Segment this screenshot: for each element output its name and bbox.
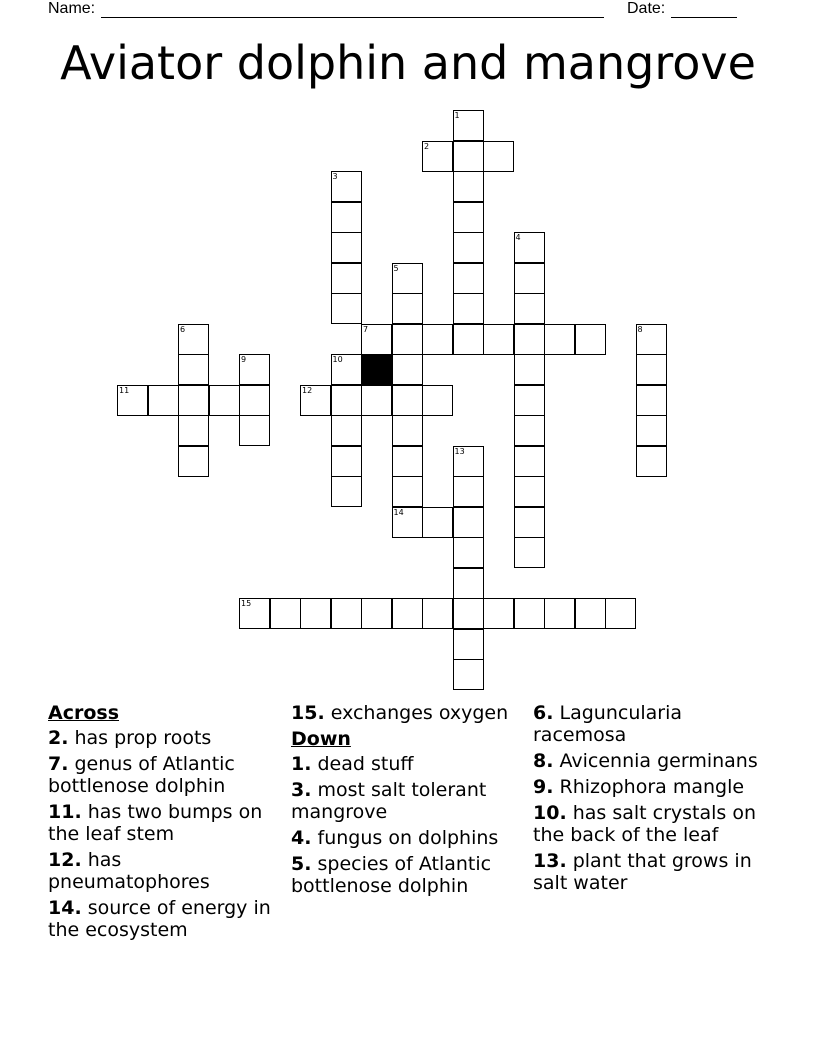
date-label: Date:	[627, 0, 666, 17]
grid-cell[interactable]	[392, 293, 423, 324]
clue-text: source of energy in the ecosystem	[48, 897, 271, 941]
cell-number: 10	[332, 355, 343, 364]
cell-number: 9	[241, 355, 247, 364]
grid-cell[interactable]	[636, 324, 667, 355]
grid-cell[interactable]	[514, 354, 545, 385]
cell-number: 6	[180, 324, 186, 334]
page-title: Aviator dolphin and mangrove	[60, 36, 756, 90]
clue-number: 5.	[291, 853, 312, 875]
clue-item	[533, 850, 778, 894]
grid-cell[interactable]	[178, 354, 209, 385]
grid-cell[interactable]	[392, 324, 423, 355]
grid-cell[interactable]	[209, 385, 240, 416]
cell-number: 2	[424, 141, 430, 151]
grid-cell[interactable]	[636, 385, 667, 416]
cell-number: 11	[119, 385, 130, 395]
grid-cell[interactable]	[453, 598, 484, 629]
grid-cell[interactable]	[453, 324, 484, 355]
grid-cell[interactable]	[514, 598, 545, 629]
clue-text: has prop roots	[74, 727, 212, 749]
clue-item	[533, 702, 778, 746]
grid-cell[interactable]	[514, 263, 545, 294]
grid-cell[interactable]	[453, 110, 484, 141]
grid-cell[interactable]	[544, 598, 575, 629]
cell-number: 1	[454, 111, 460, 120]
grid-cell[interactable]	[331, 171, 362, 202]
grid-cell[interactable]	[331, 415, 362, 446]
clue-number: 13.	[533, 850, 567, 872]
grid-cell[interactable]	[300, 385, 331, 416]
grid-cell[interactable]	[453, 537, 484, 568]
clue-text: exchanges oxygen	[330, 702, 509, 724]
clue-text: has two bumps on the leaf stem	[48, 801, 263, 845]
grid-cell[interactable]	[331, 263, 362, 294]
across-heading: Across	[48, 702, 120, 724]
grid-cell[interactable]	[331, 293, 362, 324]
grid-cell[interactable]	[514, 507, 545, 538]
grid-cell[interactable]	[453, 263, 484, 294]
clue-item	[48, 897, 283, 941]
clue-text: dead stuff	[317, 753, 414, 775]
grid-cell[interactable]	[514, 476, 545, 507]
grid-cell[interactable]	[148, 385, 179, 416]
grid-cell[interactable]	[636, 415, 667, 446]
grid-cell[interactable]	[331, 385, 362, 416]
grid-cell[interactable]	[422, 507, 453, 538]
clues-column-2	[291, 702, 526, 901]
grid-cell[interactable]	[422, 324, 453, 355]
grid-cell[interactable]	[453, 659, 484, 690]
grid-cell[interactable]	[392, 385, 423, 416]
grid-cell[interactable]	[422, 385, 453, 416]
grid-cell[interactable]	[575, 324, 606, 355]
grid-cell[interactable]	[453, 476, 484, 507]
grid-cell[interactable]	[453, 629, 484, 660]
clue-number: 14.	[48, 897, 82, 919]
grid-cell[interactable]	[453, 446, 484, 477]
grid-cell[interactable]	[392, 354, 423, 385]
down-heading: Down	[291, 728, 351, 750]
grid-cell[interactable]	[483, 324, 514, 355]
grid-cell[interactable]	[178, 446, 209, 477]
clue-number: 9.	[533, 776, 554, 798]
grid-cell[interactable]	[117, 385, 148, 416]
clues-column-1	[48, 702, 283, 945]
cell-number: 4	[515, 233, 521, 242]
grid-cell[interactable]	[514, 385, 545, 416]
grid-cell[interactable]	[178, 324, 209, 355]
grid-cell[interactable]	[178, 385, 209, 416]
grid-cell[interactable]	[392, 446, 423, 477]
clue-item	[48, 753, 283, 797]
grid-cell[interactable]	[331, 202, 362, 233]
grid-cell[interactable]	[331, 598, 362, 629]
clue-number: 15.	[291, 702, 325, 724]
clue-text: most salt tolerant mangrove	[291, 779, 487, 823]
grid-cell[interactable]	[514, 293, 545, 324]
grid-cell[interactable]	[239, 598, 270, 629]
clue-item	[291, 779, 526, 823]
clues-column-3	[533, 702, 778, 898]
cell-number: 8	[637, 324, 643, 334]
grid-block	[361, 354, 392, 385]
clue-text: species of Atlantic bottlenose dolphin	[291, 853, 492, 897]
grid-cell[interactable]	[514, 232, 545, 263]
clue-item	[48, 849, 283, 893]
clue-number: 3.	[291, 779, 312, 801]
grid-cell[interactable]	[453, 202, 484, 233]
grid-cell[interactable]	[361, 385, 392, 416]
clue-text: has salt crystals on the back of the leaf	[533, 802, 757, 846]
cell-number: 13	[454, 446, 465, 456]
grid-cell[interactable]	[392, 598, 423, 629]
grid-cell[interactable]	[392, 415, 423, 446]
grid-cell[interactable]	[453, 232, 484, 263]
grid-cell[interactable]	[453, 171, 484, 202]
clue-text: plant that grows in salt water	[533, 850, 752, 894]
grid-cell[interactable]	[514, 446, 545, 477]
grid-cell[interactable]	[453, 568, 484, 599]
clue-number: 1.	[291, 753, 312, 775]
clue-item	[291, 853, 526, 897]
grid-cell[interactable]	[514, 537, 545, 568]
cell-number: 14	[393, 507, 404, 517]
grid-cell[interactable]	[483, 141, 514, 172]
clue-number: 6.	[533, 702, 554, 724]
grid-cell[interactable]	[300, 598, 331, 629]
clue-item	[533, 776, 778, 798]
name-label: Name:	[48, 0, 96, 17]
grid-cell[interactable]	[361, 324, 392, 355]
clue-number: 10.	[533, 802, 567, 824]
clue-number: 4.	[291, 827, 312, 849]
grid-cell[interactable]	[331, 232, 362, 263]
grid-cell[interactable]	[483, 598, 514, 629]
clue-item	[533, 802, 778, 846]
grid-cell[interactable]	[239, 354, 270, 385]
clue-number: 7.	[48, 753, 69, 775]
clue-text: Rhizophora mangle	[559, 776, 745, 798]
cell-number: 3	[332, 172, 338, 181]
grid-cell[interactable]	[514, 415, 545, 446]
clue-item	[291, 702, 526, 724]
clue-number: 11.	[48, 801, 82, 823]
cell-number: 7	[363, 324, 369, 334]
clue-item	[291, 827, 526, 849]
grid-cell[interactable]	[544, 324, 575, 355]
clue-text: Avicennia germinans	[559, 750, 758, 772]
grid-cell[interactable]	[331, 446, 362, 477]
grid-cell[interactable]	[392, 476, 423, 507]
grid-cell[interactable]	[514, 324, 545, 355]
grid-cell[interactable]	[361, 598, 392, 629]
clue-item	[291, 753, 526, 775]
grid-cell[interactable]	[239, 415, 270, 446]
grid-cell[interactable]	[392, 263, 423, 294]
grid-cell[interactable]	[178, 415, 209, 446]
grid-cell[interactable]	[331, 476, 362, 507]
grid-cell[interactable]	[605, 598, 636, 629]
cell-number: 15	[241, 599, 252, 608]
grid-cell[interactable]	[636, 446, 667, 477]
clue-text: Laguncularia racemosa	[533, 702, 683, 746]
grid-cell[interactable]	[422, 598, 453, 629]
grid-cell[interactable]	[453, 141, 484, 172]
grid-cell[interactable]	[331, 354, 362, 385]
clue-number: 8.	[533, 750, 554, 772]
grid-cell[interactable]	[636, 354, 667, 385]
clue-text: has pneumatophores	[48, 849, 210, 893]
grid-cell[interactable]	[422, 141, 453, 172]
clue-number: 2.	[48, 727, 69, 749]
grid-cell[interactable]	[270, 598, 301, 629]
cell-number: 5	[393, 263, 399, 273]
clue-item	[48, 801, 283, 845]
grid-cell[interactable]	[575, 598, 606, 629]
clue-item	[48, 727, 283, 749]
cell-number: 12	[302, 385, 313, 395]
grid-cell[interactable]	[392, 507, 423, 538]
clue-text: fungus on dolphins	[317, 827, 499, 849]
clue-text: genus of Atlantic bottlenose dolphin	[48, 753, 235, 797]
grid-cell[interactable]	[453, 293, 484, 324]
grid-cell[interactable]	[453, 507, 484, 538]
grid-cell[interactable]	[239, 385, 270, 416]
clue-number: 12.	[48, 849, 82, 871]
clue-item	[533, 750, 778, 772]
